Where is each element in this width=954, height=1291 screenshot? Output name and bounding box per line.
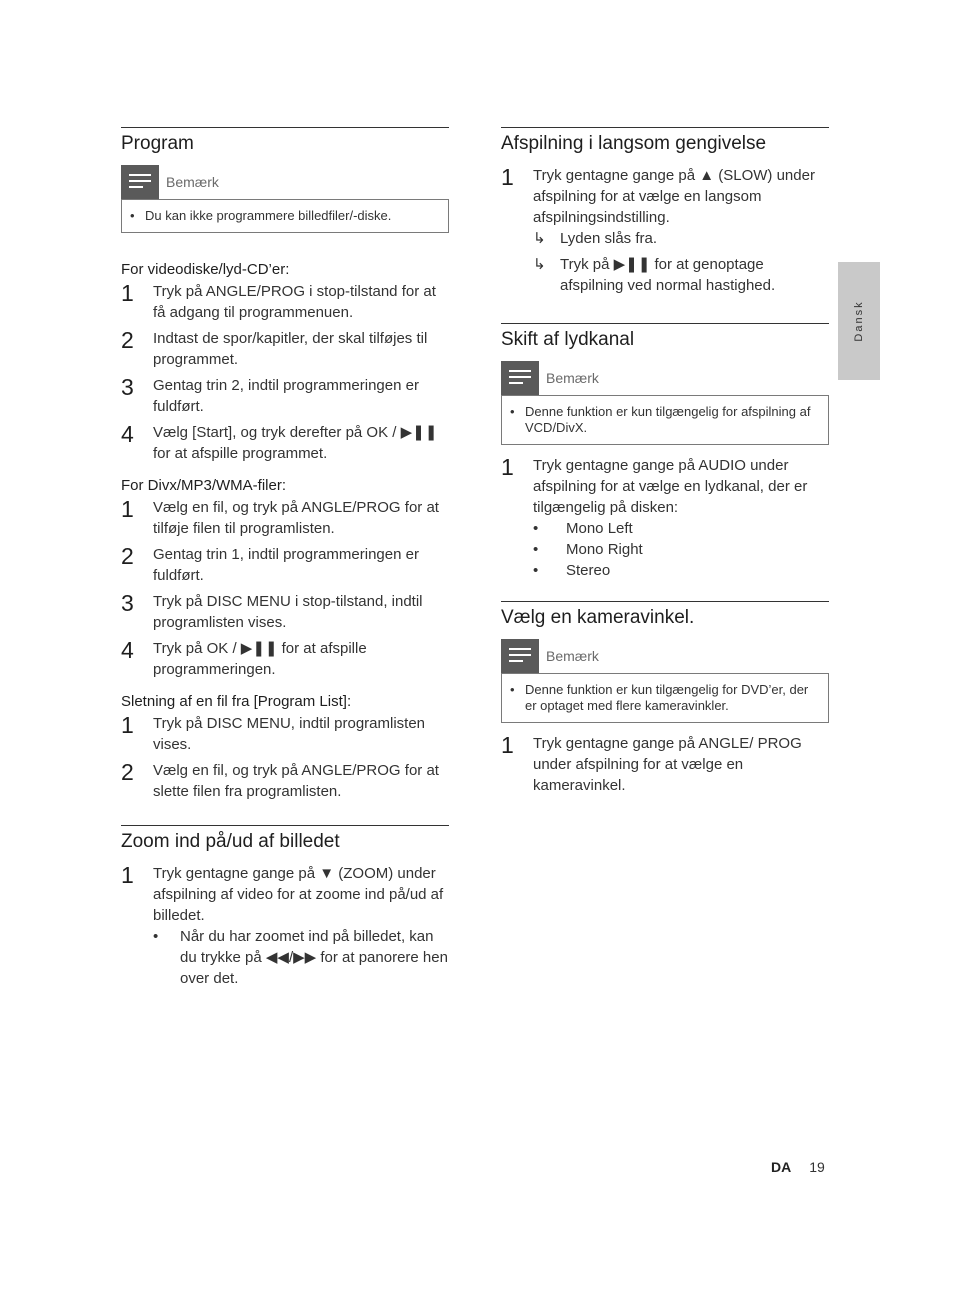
group-heading: Sletning af en fil fra [Program List]:	[121, 693, 352, 710]
note-text: Denne funktion er kun tilgængelig for DVD’er, der er optaget med flere kameravinkler.	[525, 682, 809, 713]
note-text: Denne funktion er kun tilgængelig for afspilning af VCD/DivX.	[525, 404, 811, 435]
note-icon	[501, 361, 539, 395]
step: 4 Tryk på OK / ▶❚❚ for at afspille programmeringen.	[121, 637, 367, 678]
step: 3 Tryk på DISC MENU i stop-tilstand, indtil programlisten vises.	[121, 590, 423, 631]
page-number: 19	[809, 1159, 825, 1175]
audio-section	[501, 323, 829, 581]
program-title: Program	[121, 133, 194, 154]
page-footer	[771, 1159, 825, 1175]
slow-title: Afspilning i langsom gengivelse	[501, 133, 767, 154]
arrow-right-icon: ↳	[533, 256, 546, 273]
group-heading: For Divx/MP3/WMA-filer:	[121, 477, 286, 494]
program-section	[121, 127, 449, 802]
zoom-section	[121, 825, 449, 989]
arrow-right-icon: ↳	[533, 230, 546, 247]
zoom-bullet: • Når du har zoomet ind på billedet, kan du trykke på ◀◀/▶▶ for at panorere hen over det.	[153, 928, 448, 987]
result-line: ↳ Tryk på ▶❚❚ for at genoptage afspilning ved normal hastighed.	[533, 256, 776, 294]
slow-section	[501, 127, 829, 296]
step: 1 Tryk på ANGLE/PROG i stop-tilstand for at få adgang til programmenuen.	[121, 280, 436, 321]
language-side-tab: Dansk	[838, 262, 880, 380]
step: 1 Tryk gentagne gange på AUDIO under afspilning for at vælge en lydkanal, der er tilgængelig på disken:	[501, 454, 808, 516]
note-icon	[121, 165, 159, 199]
step: 2 Indtast de spor/kapitler, der skal tilføjes til programmet.	[121, 327, 428, 368]
angle-section	[501, 601, 829, 796]
note-text: Du kan ikke programmere billedfiler/-diske.	[145, 208, 392, 223]
angle-note: Bemærk • Denne funktion er kun tilgængelig for DVD’er, der er optaget med flere kameravinkler.	[501, 639, 829, 723]
step: 2 Gentag trin 1, indtil programmeringen er fuldført.	[121, 543, 419, 584]
audio-options	[501, 518, 829, 581]
step: 3 Gentag trin 2, indtil programmeringen er fuldført.	[121, 374, 419, 415]
note-label: Bemærk	[166, 174, 219, 190]
note-label: Bemærk	[546, 370, 599, 386]
note-icon	[501, 639, 539, 673]
group-heading: For videodiske/lyd-CD’er:	[121, 261, 290, 278]
angle-title: Vælg en kameravinkel.	[501, 607, 695, 628]
zoom-title: Zoom ind på/ud af billedet	[121, 831, 340, 852]
step: 4 Vælg [Start], og tryk derefter på OK / ▶❚❚ for at afspille programmet.	[121, 421, 438, 462]
step: 1 Tryk gentagne gange på ▲ (SLOW) under afspilning for at vælge en langsom afspilningsindstilling.	[501, 164, 815, 226]
left-column	[121, 127, 449, 994]
step: 1 Tryk gentagne gange på ▼ (ZOOM) under afspilning af video for at zoome ind på/ud af billedet.	[121, 862, 444, 924]
step: 1 Tryk gentagne gange på ANGLE/ PROG under afspilning for at vælge en kameravinkel.	[501, 732, 802, 794]
right-column	[501, 127, 829, 801]
step: 2 Vælg en fil, og tryk på ANGLE/PROG for at slette filen fra programlisten.	[121, 759, 439, 800]
audio-title: Skift af lydkanal	[501, 329, 635, 350]
note-label: Bemærk	[546, 648, 599, 664]
step: 1 Tryk på DISC MENU, indtil programlisten vises.	[121, 712, 426, 753]
result-line: ↳ Lyden slås fra.	[533, 230, 657, 247]
footer-lang: DA	[771, 1159, 792, 1175]
program-note: Bemærk • Du kan ikke programmere billedfiler/-diske.	[121, 165, 449, 233]
list-item: • Stereo	[533, 562, 611, 579]
list-item: • Mono Left	[533, 520, 633, 537]
audio-note: Bemærk • Denne funktion er kun tilgængelig for afspilning af VCD/DivX.	[501, 361, 829, 445]
list-item: • Mono Right	[533, 541, 643, 558]
step: 1 Vælg en fil, og tryk på ANGLE/PROG for at tilføje filen til programlisten.	[121, 496, 439, 537]
